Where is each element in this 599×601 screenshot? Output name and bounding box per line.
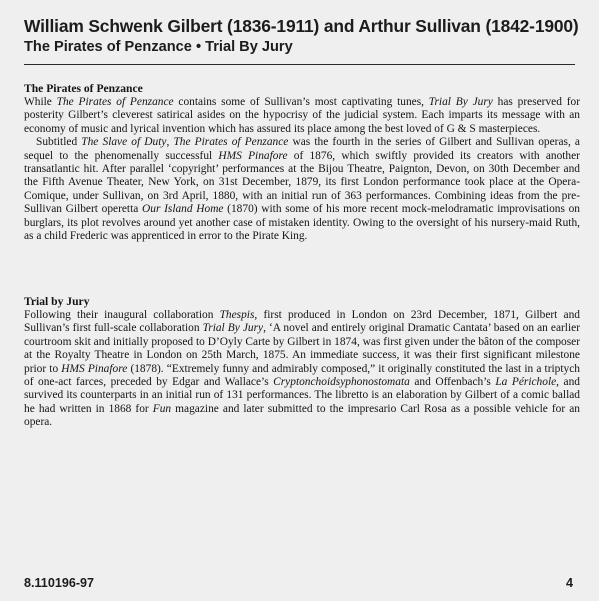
text-run: While [24,96,57,108]
text-run: , [166,136,174,149]
italic-title: HMS Pinafore [61,362,128,375]
italic-title: Thespis [219,309,255,321]
text-run: (1870) with some of his more recent mock-melodramatic improvisations on burglars, its plot revolves around yet another case of mistaken identity. Owing to the oversight of his nursery-maid Ruth, as a child Frederic was apprenticed in error to the Pirate King. [24,203,581,243]
text-run: Following their inaugural collaboration [24,309,220,321]
text-run: has preserved for posterity Gilbert’s cleverest satirical asides on the hypocrisy of the judicial system. Each imparts its message with an economy of music and lyrical invention which has assured its place among the best loved of G & S masterpieces. [24,96,581,135]
text-run: and Offenbach’s [409,376,496,389]
page-header [24,16,584,56]
italic-title: HMS Pinafore [218,149,288,162]
section-pirates [24,82,580,243]
italic-title: Trial By Jury [202,322,264,335]
text-run: , ‘A novel and entirely original Dramatic Cantata’ based on an earlier courtroom skit and initially proposed to D’Oyly Carte by Gilbert in 1874, was first given under the bâton of the composer at the Royalty Theatre in London on 25th March, 1875. An immediate success, it was their first significant milestone prior to [24,322,580,375]
page-subtitle: The Pirates of Penzance • Trial By Jury [24,39,293,55]
text-run: contains some of Sullivan’s most captivating tunes, [173,96,429,108]
text-run: , and survived its counterparts in an initial run of 131 performances. The libretto is an elaboration by Gilbert of a comic ballad he had written in 1868 for [24,376,580,415]
paragraph [24,96,580,136]
italic-title: The Pirates of Penzance [56,96,174,108]
italic-title: The Slave of Duty [81,136,167,149]
italic-title: Trial By Jury [428,96,493,108]
section-trial-by-jury [24,295,580,430]
text-run: (1878). “Extremely funny and admirably composed,” it originally constituted the last in a triptych of one-act farces, preceded by Edgar and Wallace’s [24,362,580,389]
text-run: Subtitled [36,136,82,149]
header-divider [24,64,575,65]
text-run: was the fourth in the series of Gilbert and Sullivan operas, a sequel to the phenomenally successful [24,136,580,162]
page-title: William Schwenk Gilbert (1836-1911) and Arthur Sullivan (1842-1900) [24,16,579,36]
italic-title: Fun [152,402,172,415]
section-heading: Trial by Jury [24,295,90,308]
paragraph [24,309,580,430]
text-run: , first produced in London on 23rd December, 1871, Gilbert and Sullivan’s first full-scale collaboration [24,309,580,335]
paragraph [24,136,580,243]
italic-title: The Pirates of Penzance [173,136,289,149]
section-heading: The Pirates of Penzance [24,82,143,95]
italic-title: La Périchole [495,376,557,389]
text-run: magazine and later submitted to the impresario Carl Rosa as a possible vehicle for an opera. [24,402,580,429]
catalog-number: 8.110196-97 [24,576,95,590]
italic-title: Cryptonchoidsyphonostomata [273,376,410,389]
page-number: 4 [565,576,573,590]
text-run: of 1876, which swiftly provided its creators with another transatlantic hit. After parallel ‘copyright’ performances at the Bijou Theatre, Paignton, Devon, on 30th December and the Fifth Avenue Theater, New York, on 31st December, 1879, its first London performance took place at the Opera-Comique, under Sullivan, on 3rd April, 1880, with an initial run of 363 performances. Combining ideas from the pre-Sullivan Gilbert operetta [24,149,580,216]
italic-title: Our Island Home [142,203,224,216]
